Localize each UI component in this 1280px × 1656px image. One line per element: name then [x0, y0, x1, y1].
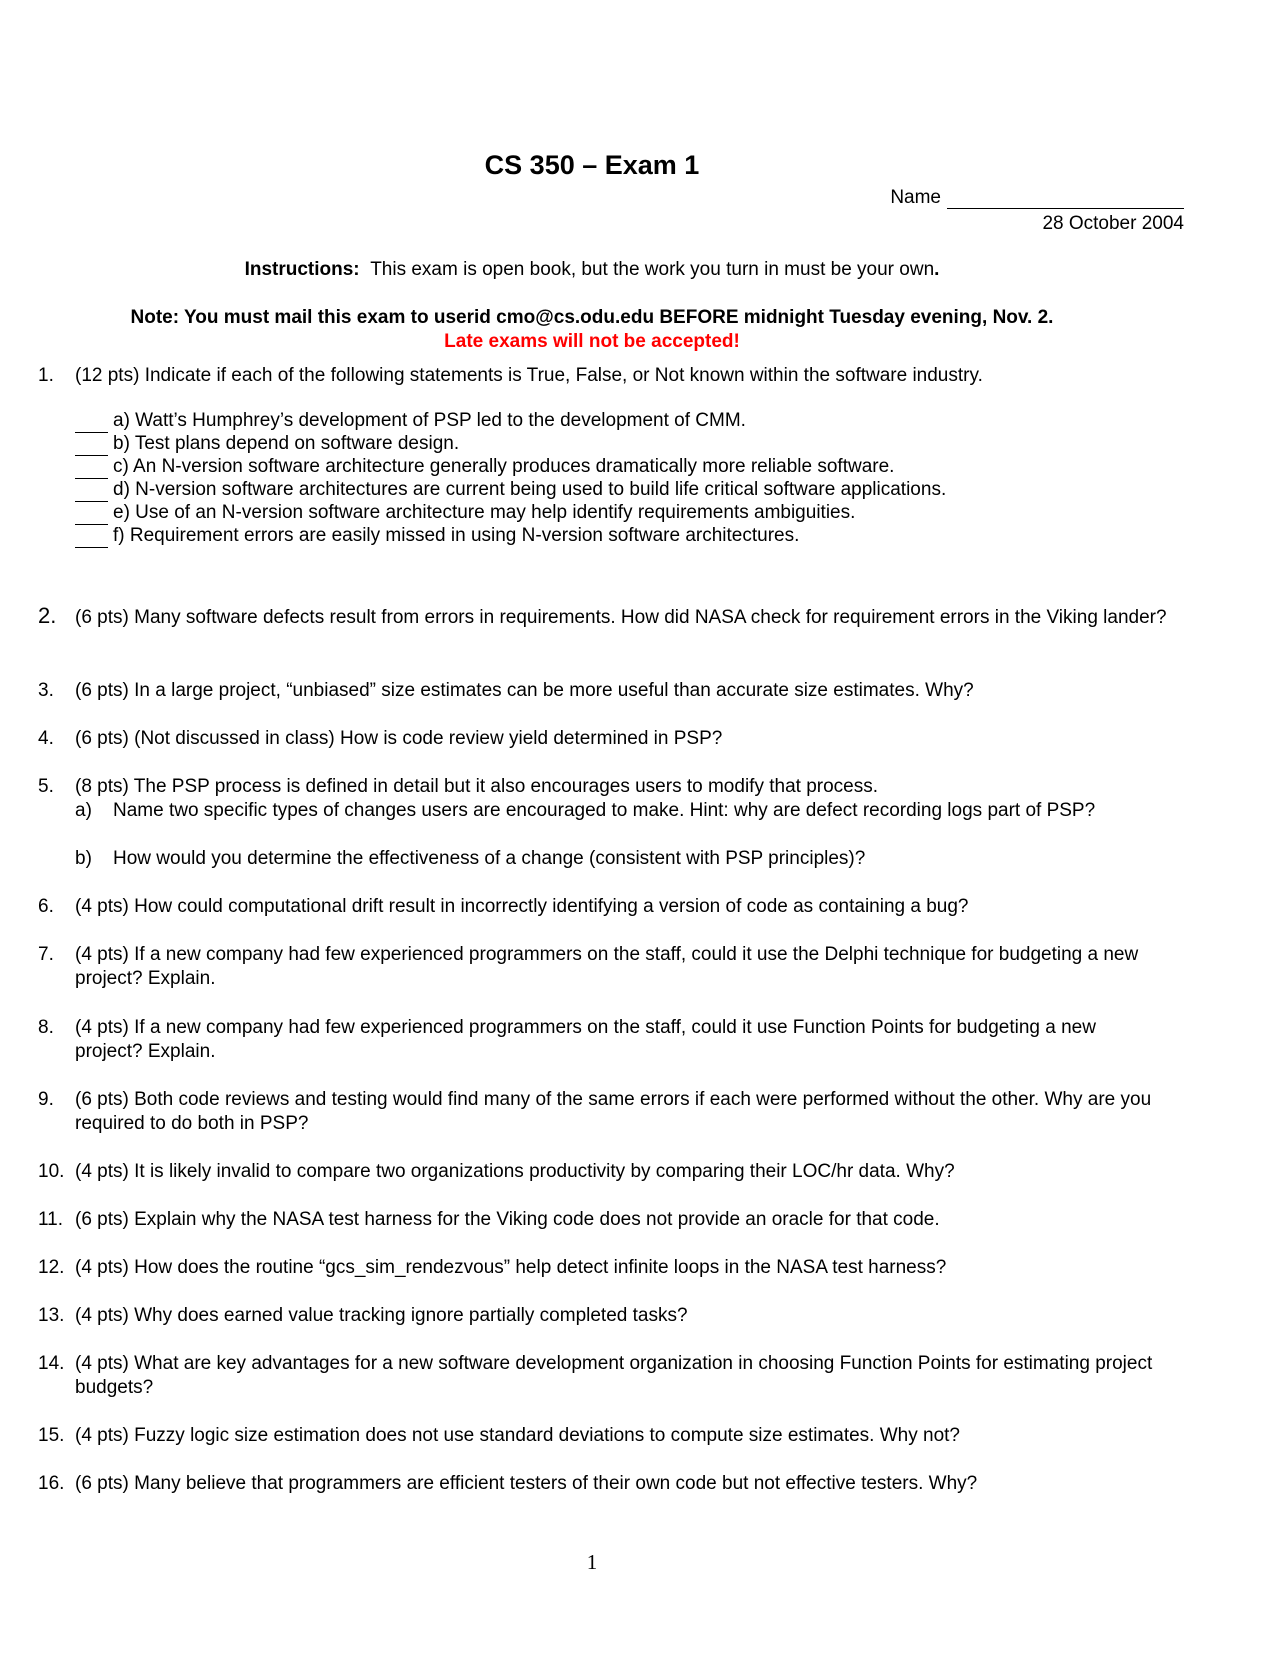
question-text: (4 pts) If a new company had few experienced programmers on the staff, could it use Function Points for budgeting a new project? Explain.	[75, 1017, 1096, 1062]
late-warning: Late exams will not be accepted!	[444, 331, 740, 352]
question-5-part-a	[75, 799, 1155, 823]
statement-d	[75, 478, 946, 502]
statement-text: d) N-version software architectures are current being used to build life critical software applications.	[113, 479, 947, 500]
question-3	[38, 679, 1168, 703]
statement-text: a) Watt’s Humphrey’s development of PSP led to the development of CMM.	[113, 410, 746, 431]
statement-text: e) Use of an N-version software architecture may help identify requirements ambiguities.	[113, 502, 856, 523]
question-text: (12 pts) Indicate if each of the following statements is True, False, or Not known within the software industry.	[75, 365, 983, 386]
answer-blank[interactable]	[75, 414, 108, 433]
question-number: 13.	[38, 1305, 65, 1326]
question-text: (4 pts) Why does earned value tracking ignore partially completed tasks?	[75, 1305, 688, 1326]
submission-note: Note: You must mail this exam to userid cmo@cs.odu.edu BEFORE midnight Tuesday evening, Nov. 2.	[130, 307, 1054, 328]
question-text: (6 pts) Explain why the NASA test harness for the Viking code does not provide an oracle for that code.	[75, 1209, 940, 1230]
question-text: (6 pts) Both code reviews and testing would find many of the same errors if each were performed without the other. Why are you required to do both in PSP?	[75, 1089, 1152, 1134]
question-text: (6 pts) In a large project, “unbiased” size estimates can be more useful than accurate size estimates. Why?	[75, 680, 974, 701]
name-blank[interactable]	[947, 188, 1184, 209]
instructions-period: .	[934, 259, 940, 280]
question-text: (4 pts) What are key advantages for a new software development organization in choosing Function Points for estimating project budgets?	[75, 1353, 1153, 1398]
question-11	[38, 1208, 1168, 1232]
question-9	[38, 1088, 1168, 1136]
instructions-label: Instructions:	[244, 259, 360, 280]
question-6	[38, 895, 1168, 919]
answer-blank[interactable]	[75, 506, 108, 525]
question-number: 15.	[38, 1425, 65, 1446]
question-number: 12.	[38, 1257, 65, 1278]
question-8	[38, 1016, 1168, 1064]
part-text: Name two specific types of changes users are encouraged to make. Hint: why are defect recording logs part of PSP?	[113, 800, 1096, 821]
exam-date: 28 October 2004	[1042, 213, 1184, 234]
answer-blank[interactable]	[75, 460, 108, 479]
question-number: 11.	[38, 1209, 64, 1230]
question-5-part-b	[75, 847, 1155, 871]
question-12	[38, 1256, 1168, 1280]
part-label: a)	[75, 800, 92, 821]
statement-f	[75, 524, 799, 548]
statement-b	[75, 432, 459, 456]
question-text: (4 pts) How could computational drift result in incorrectly identifying a version of code as containing a bug?	[75, 896, 969, 917]
question-number: 3.	[38, 680, 54, 701]
question-number: 9.	[38, 1089, 54, 1110]
question-text: (4 pts) Fuzzy logic size estimation does not use standard deviations to compute size estimates. Why not?	[75, 1425, 960, 1446]
statement-text: b) Test plans depend on software design.	[113, 433, 460, 454]
question-2	[38, 603, 1168, 630]
question-number: 8.	[38, 1017, 54, 1038]
exam-title: CS 350 – Exam 1	[484, 150, 700, 180]
name-field	[890, 187, 1184, 209]
question-number: 1.	[38, 365, 54, 386]
question-15	[38, 1424, 1168, 1448]
question-number: 16.	[38, 1473, 65, 1494]
question-number: 2.	[38, 603, 57, 628]
question-5	[38, 775, 1168, 799]
question-number: 5.	[38, 776, 54, 797]
question-number: 7.	[38, 944, 54, 965]
question-text: (6 pts) (Not discussed in class) How is code review yield determined in PSP?	[75, 728, 723, 749]
statement-text: c) An N-version software architecture generally produces dramatically more reliable software.	[113, 456, 895, 477]
question-4	[38, 727, 1168, 751]
question-text: (6 pts) Many believe that programmers are efficient testers of their own code but not effective testers. Why?	[75, 1473, 978, 1494]
page-number: 1	[586, 1550, 598, 1574]
question-number: 4.	[38, 728, 54, 749]
question-7	[38, 943, 1168, 991]
part-text: How would you determine the effectiveness of a change (consistent with PSP principles)?	[113, 848, 866, 869]
question-1	[38, 364, 1168, 388]
question-16	[38, 1472, 1168, 1496]
answer-blank[interactable]	[75, 483, 108, 502]
instructions	[0, 259, 1184, 281]
statement-e	[75, 501, 855, 525]
statement-text: f) Requirement errors are easily missed in using N-version software architectures.	[113, 525, 800, 546]
name-label: Name	[890, 187, 941, 208]
answer-blank[interactable]	[75, 437, 108, 456]
instructions-text: This exam is open book, but the work you turn in must be your own	[370, 259, 935, 280]
question-text: (6 pts) Many software defects result from errors in requirements. How did NASA check for requirement errors in the Viking lander?	[75, 607, 1167, 628]
question-text: (4 pts) How does the routine “gcs_sim_rendezvous” help detect infinite loops in the NASA test harness?	[75, 1257, 947, 1278]
question-10	[38, 1160, 1168, 1184]
question-number: 10.	[38, 1161, 65, 1182]
statement-c	[75, 455, 894, 479]
answer-blank[interactable]	[75, 529, 108, 548]
statement-a	[75, 409, 746, 433]
question-14	[38, 1352, 1168, 1400]
question-13	[38, 1304, 1168, 1328]
question-number: 6.	[38, 896, 54, 917]
part-label: b)	[75, 848, 92, 869]
question-number: 14.	[38, 1353, 65, 1374]
question-text: (4 pts) It is likely invalid to compare two organizations productivity by comparing their LOC/hr data. Why?	[75, 1161, 955, 1182]
question-text: (8 pts) The PSP process is defined in detail but it also encourages users to modify that process.	[75, 776, 879, 797]
question-text: (4 pts) If a new company had few experienced programmers on the staff, could it use the Delphi technique for budgeting a new project? Explain.	[75, 944, 1139, 989]
